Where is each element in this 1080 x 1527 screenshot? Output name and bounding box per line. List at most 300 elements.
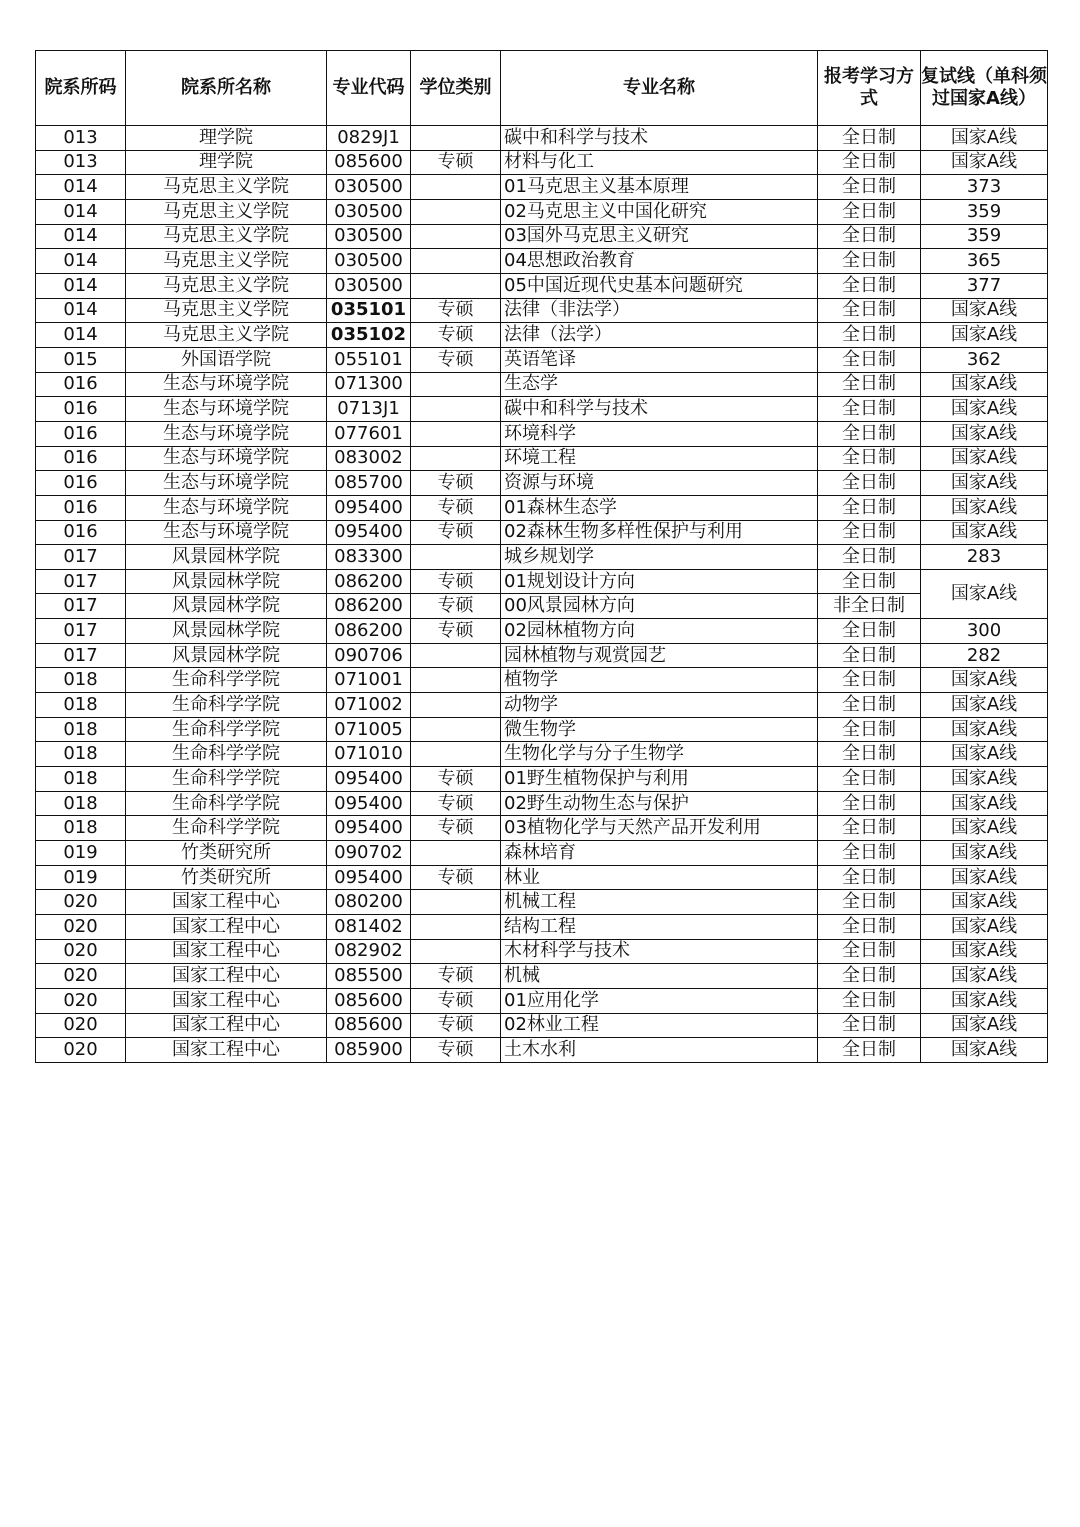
cell-dept-name: 生态与环境学院 (126, 495, 327, 520)
cell-retest-score: 362 (921, 347, 1048, 372)
cell-retest-score: 365 (921, 249, 1048, 274)
cell-degree-type: 专硕 (411, 347, 501, 372)
cell-dept-code: 016 (36, 372, 126, 397)
cell-major-code: 082902 (327, 939, 411, 964)
cell-dept-name: 生态与环境学院 (126, 397, 327, 422)
cell-retest-score: 国家A线 (921, 865, 1048, 890)
cell-degree-type (411, 915, 501, 940)
cell-major-name: 01应用化学 (501, 988, 818, 1013)
cell-retest-score: 国家A线 (921, 471, 1048, 496)
cell-retest-score: 国家A线 (921, 446, 1048, 471)
cell-study-mode: 全日制 (818, 767, 921, 792)
cell-retest-score: 国家A线 (921, 717, 1048, 742)
table-row (36, 520, 1048, 545)
cell-study-mode: 全日制 (818, 347, 921, 372)
cell-study-mode: 全日制 (818, 816, 921, 841)
table-row (36, 569, 1048, 594)
cell-major-name: 法律（非法学） (501, 298, 818, 323)
cell-study-mode: 全日制 (818, 890, 921, 915)
cell-major-name: 05中国近现代史基本问题研究 (501, 273, 818, 298)
cell-dept-code: 020 (36, 915, 126, 940)
cell-major-code: 030500 (327, 224, 411, 249)
cell-degree-type (411, 717, 501, 742)
cell-major-name: 02森林生物多样性保护与利用 (501, 520, 818, 545)
cell-degree-type: 专硕 (411, 988, 501, 1013)
cell-study-mode: 全日制 (818, 446, 921, 471)
cell-dept-name: 理学院 (126, 150, 327, 175)
cell-degree-type: 专硕 (411, 520, 501, 545)
cell-dept-name: 生命科学学院 (126, 791, 327, 816)
cell-major-name: 环境工程 (501, 446, 818, 471)
cell-major-name: 01规划设计方向 (501, 569, 818, 594)
cell-major-code: 086200 (327, 619, 411, 644)
cell-major-code: 071005 (327, 717, 411, 742)
cell-study-mode: 全日制 (818, 569, 921, 594)
cell-major-name: 02马克思主义中国化研究 (501, 199, 818, 224)
header-study-mode: 报考学习方式 (818, 51, 921, 126)
header-degree-type: 学位类别 (411, 51, 501, 126)
cell-major-name: 01森林生态学 (501, 495, 818, 520)
cell-retest-score: 国家A线 (921, 495, 1048, 520)
cell-dept-name: 国家工程中心 (126, 1013, 327, 1038)
cell-major-name: 碳中和科学与技术 (501, 397, 818, 422)
cell-major-code: 083002 (327, 446, 411, 471)
cell-major-name: 微生物学 (501, 717, 818, 742)
cell-retest-score: 国家A线 (921, 372, 1048, 397)
cell-dept-code: 014 (36, 175, 126, 200)
cell-degree-type (411, 126, 501, 151)
cell-dept-code: 014 (36, 249, 126, 274)
cell-study-mode: 全日制 (818, 915, 921, 940)
cell-study-mode: 全日制 (818, 372, 921, 397)
header-retest-score: 复试线（单科须过国家A线） (921, 51, 1048, 126)
cell-dept-name: 风景园林学院 (126, 643, 327, 668)
cell-major-name: 02园林植物方向 (501, 619, 818, 644)
cell-degree-type: 专硕 (411, 298, 501, 323)
cell-dept-name: 马克思主义学院 (126, 249, 327, 274)
table-row (36, 150, 1048, 175)
table-row (36, 1013, 1048, 1038)
cell-retest-score: 国家A线 (921, 816, 1048, 841)
cell-retest-score: 国家A线 (921, 1038, 1048, 1063)
cell-major-code: 085600 (327, 1013, 411, 1038)
header-row (36, 51, 1048, 126)
table-row (36, 471, 1048, 496)
cell-dept-name: 风景园林学院 (126, 545, 327, 570)
table-row (36, 915, 1048, 940)
header-major-name: 专业名称 (501, 51, 818, 126)
table-row (36, 767, 1048, 792)
table-row (36, 816, 1048, 841)
cell-dept-code: 018 (36, 668, 126, 693)
cell-dept-name: 风景园林学院 (126, 569, 327, 594)
cell-study-mode: 全日制 (818, 668, 921, 693)
cell-major-name: 林业 (501, 865, 818, 890)
cell-major-code: 085500 (327, 964, 411, 989)
cell-dept-name: 生命科学学院 (126, 742, 327, 767)
cell-study-mode: 全日制 (818, 841, 921, 866)
cell-major-name: 02林业工程 (501, 1013, 818, 1038)
cell-major-name: 03植物化学与天然产品开发利用 (501, 816, 818, 841)
cell-major-name: 土木水利 (501, 1038, 818, 1063)
cell-study-mode: 全日制 (818, 1013, 921, 1038)
cell-major-code: 071010 (327, 742, 411, 767)
cell-degree-type: 专硕 (411, 569, 501, 594)
table-row (36, 199, 1048, 224)
cell-major-name: 03国外马克思主义研究 (501, 224, 818, 249)
table-row (36, 693, 1048, 718)
cell-study-mode: 全日制 (818, 397, 921, 422)
cell-retest-score: 377 (921, 273, 1048, 298)
cell-dept-name: 国家工程中心 (126, 988, 327, 1013)
cell-major-name: 生态学 (501, 372, 818, 397)
cell-retest-score: 国家A线 (921, 915, 1048, 940)
cell-degree-type (411, 545, 501, 570)
cell-retest-score: 国家A线 (921, 964, 1048, 989)
cell-major-code: 035102 (327, 323, 411, 348)
cell-dept-code: 014 (36, 199, 126, 224)
cell-retest-score: 国家A线 (921, 323, 1048, 348)
cell-dept-name: 国家工程中心 (126, 939, 327, 964)
table-row (36, 372, 1048, 397)
cell-major-code: 095400 (327, 816, 411, 841)
cell-major-name: 森林培育 (501, 841, 818, 866)
table-row (36, 668, 1048, 693)
table-row (36, 273, 1048, 298)
cell-dept-code: 018 (36, 767, 126, 792)
cell-major-code: 085600 (327, 988, 411, 1013)
cell-degree-type (411, 224, 501, 249)
cell-degree-type: 专硕 (411, 323, 501, 348)
cell-dept-code: 013 (36, 126, 126, 151)
cell-major-code: 085600 (327, 150, 411, 175)
cell-retest-score: 国家A线 (921, 791, 1048, 816)
cell-study-mode: 全日制 (818, 323, 921, 348)
cell-degree-type (411, 668, 501, 693)
cell-dept-name: 竹类研究所 (126, 865, 327, 890)
cell-dept-name: 生态与环境学院 (126, 471, 327, 496)
cell-retest-score: 300 (921, 619, 1048, 644)
cell-retest-score: 国家A线 (921, 939, 1048, 964)
table-row (36, 717, 1048, 742)
cell-major-code: 071001 (327, 668, 411, 693)
table-row (36, 988, 1048, 1013)
cell-dept-code: 017 (36, 643, 126, 668)
cell-dept-name: 生态与环境学院 (126, 446, 327, 471)
cell-dept-code: 020 (36, 1038, 126, 1063)
cell-study-mode: 全日制 (818, 224, 921, 249)
cell-major-code: 095400 (327, 865, 411, 890)
cell-retest-score: 国家A线 (921, 520, 1048, 545)
cell-dept-code: 017 (36, 594, 126, 619)
cell-dept-code: 019 (36, 841, 126, 866)
cell-major-name: 机械 (501, 964, 818, 989)
cell-major-code: 085900 (327, 1038, 411, 1063)
cell-retest-score: 国家A线 (921, 569, 1048, 618)
cell-degree-type: 专硕 (411, 594, 501, 619)
cell-major-code: 071300 (327, 372, 411, 397)
cell-degree-type: 专硕 (411, 150, 501, 175)
cell-dept-code: 017 (36, 619, 126, 644)
table-row (36, 939, 1048, 964)
cell-study-mode: 全日制 (818, 273, 921, 298)
cell-dept-code: 020 (36, 988, 126, 1013)
cell-dept-code: 018 (36, 816, 126, 841)
cell-degree-type (411, 890, 501, 915)
table-row (36, 126, 1048, 151)
cell-retest-score: 国家A线 (921, 150, 1048, 175)
cell-dept-name: 马克思主义学院 (126, 273, 327, 298)
cell-dept-name: 生命科学学院 (126, 767, 327, 792)
cell-degree-type: 专硕 (411, 471, 501, 496)
table-row (36, 298, 1048, 323)
cell-study-mode: 非全日制 (818, 594, 921, 619)
table-row (36, 619, 1048, 644)
cell-degree-type (411, 397, 501, 422)
cell-major-name: 01野生植物保护与利用 (501, 767, 818, 792)
header-major-code: 专业代码 (327, 51, 411, 126)
cell-retest-score: 国家A线 (921, 693, 1048, 718)
cell-dept-code: 013 (36, 150, 126, 175)
table-row (36, 545, 1048, 570)
cell-major-code: 086200 (327, 569, 411, 594)
cell-study-mode: 全日制 (818, 939, 921, 964)
cell-study-mode: 全日制 (818, 619, 921, 644)
cell-dept-name: 生态与环境学院 (126, 421, 327, 446)
table-row (36, 249, 1048, 274)
cell-retest-score: 359 (921, 224, 1048, 249)
cell-major-code: 086200 (327, 594, 411, 619)
cell-major-code: 085700 (327, 471, 411, 496)
cell-major-name: 碳中和科学与技术 (501, 126, 818, 151)
cell-degree-type: 专硕 (411, 1013, 501, 1038)
cell-retest-score: 国家A线 (921, 126, 1048, 151)
cell-dept-name: 生命科学学院 (126, 717, 327, 742)
table-row (36, 446, 1048, 471)
cell-dept-name: 生态与环境学院 (126, 372, 327, 397)
cell-degree-type: 专硕 (411, 865, 501, 890)
table-row (36, 1038, 1048, 1063)
cell-major-name: 02野生动物生态与保护 (501, 791, 818, 816)
cell-degree-type (411, 643, 501, 668)
cell-study-mode: 全日制 (818, 421, 921, 446)
cell-study-mode: 全日制 (818, 791, 921, 816)
cell-study-mode: 全日制 (818, 1038, 921, 1063)
cell-major-name: 机械工程 (501, 890, 818, 915)
cell-dept-code: 016 (36, 446, 126, 471)
cell-degree-type: 专硕 (411, 1038, 501, 1063)
cell-study-mode: 全日制 (818, 643, 921, 668)
header-dept-name: 院系所名称 (126, 51, 327, 126)
cell-dept-code: 016 (36, 397, 126, 422)
cell-major-name: 00风景园林方向 (501, 594, 818, 619)
table-row (36, 841, 1048, 866)
score-table (35, 50, 1048, 1063)
cell-retest-score: 国家A线 (921, 890, 1048, 915)
cell-study-mode: 全日制 (818, 988, 921, 1013)
table-row (36, 742, 1048, 767)
table-row (36, 347, 1048, 372)
cell-degree-type (411, 249, 501, 274)
cell-dept-code: 020 (36, 890, 126, 915)
cell-major-code: 090702 (327, 841, 411, 866)
cell-study-mode: 全日制 (818, 175, 921, 200)
cell-dept-code: 018 (36, 717, 126, 742)
table-row (36, 890, 1048, 915)
cell-major-name: 动物学 (501, 693, 818, 718)
cell-major-code: 083300 (327, 545, 411, 570)
cell-dept-name: 生命科学学院 (126, 668, 327, 693)
cell-major-code: 090706 (327, 643, 411, 668)
cell-dept-name: 理学院 (126, 126, 327, 151)
cell-study-mode: 全日制 (818, 964, 921, 989)
cell-dept-name: 马克思主义学院 (126, 323, 327, 348)
cell-degree-type (411, 372, 501, 397)
cell-retest-score: 国家A线 (921, 742, 1048, 767)
cell-major-code: 095400 (327, 520, 411, 545)
cell-dept-code: 017 (36, 569, 126, 594)
cell-degree-type (411, 841, 501, 866)
cell-study-mode: 全日制 (818, 717, 921, 742)
cell-retest-score: 国家A线 (921, 298, 1048, 323)
cell-major-code: 030500 (327, 175, 411, 200)
cell-study-mode: 全日制 (818, 249, 921, 274)
table-row (36, 964, 1048, 989)
cell-major-code: 071002 (327, 693, 411, 718)
cell-degree-type (411, 693, 501, 718)
cell-major-code: 0829J1 (327, 126, 411, 151)
cell-degree-type (411, 199, 501, 224)
cell-dept-code: 014 (36, 273, 126, 298)
cell-dept-name: 马克思主义学院 (126, 224, 327, 249)
cell-dept-code: 016 (36, 495, 126, 520)
cell-dept-name: 生命科学学院 (126, 693, 327, 718)
cell-major-name: 木材科学与技术 (501, 939, 818, 964)
cell-study-mode: 全日制 (818, 865, 921, 890)
cell-dept-code: 016 (36, 471, 126, 496)
table-row (36, 175, 1048, 200)
cell-dept-code: 018 (36, 742, 126, 767)
cell-study-mode: 全日制 (818, 199, 921, 224)
header-dept-code: 院系所码 (36, 51, 126, 126)
cell-dept-code: 014 (36, 323, 126, 348)
cell-retest-score: 国家A线 (921, 988, 1048, 1013)
cell-dept-code: 018 (36, 693, 126, 718)
cell-major-name: 生物化学与分子生物学 (501, 742, 818, 767)
cell-dept-code: 018 (36, 791, 126, 816)
cell-degree-type (411, 175, 501, 200)
cell-major-code: 095400 (327, 767, 411, 792)
cell-retest-score: 359 (921, 199, 1048, 224)
cell-dept-code: 014 (36, 298, 126, 323)
cell-major-code: 030500 (327, 249, 411, 274)
cell-dept-code: 016 (36, 520, 126, 545)
table-row (36, 397, 1048, 422)
cell-degree-type (411, 446, 501, 471)
cell-study-mode: 全日制 (818, 471, 921, 496)
cell-dept-name: 外国语学院 (126, 347, 327, 372)
cell-study-mode: 全日制 (818, 150, 921, 175)
table-row (36, 323, 1048, 348)
cell-major-code: 095400 (327, 495, 411, 520)
cell-degree-type (411, 742, 501, 767)
cell-degree-type (411, 421, 501, 446)
cell-retest-score: 283 (921, 545, 1048, 570)
cell-major-name: 环境科学 (501, 421, 818, 446)
cell-degree-type: 专硕 (411, 767, 501, 792)
cell-degree-type: 专硕 (411, 495, 501, 520)
cell-dept-code: 020 (36, 939, 126, 964)
table-row (36, 224, 1048, 249)
cell-degree-type (411, 273, 501, 298)
cell-dept-name: 生态与环境学院 (126, 520, 327, 545)
cell-major-name: 英语笔译 (501, 347, 818, 372)
cell-retest-score: 国家A线 (921, 421, 1048, 446)
cell-study-mode: 全日制 (818, 298, 921, 323)
cell-major-name: 城乡规划学 (501, 545, 818, 570)
cell-dept-code: 015 (36, 347, 126, 372)
cell-major-name: 法律（法学） (501, 323, 818, 348)
cell-major-name: 结构工程 (501, 915, 818, 940)
cell-dept-name: 马克思主义学院 (126, 175, 327, 200)
cell-major-name: 04思想政治教育 (501, 249, 818, 274)
cell-dept-name: 国家工程中心 (126, 964, 327, 989)
cell-study-mode: 全日制 (818, 495, 921, 520)
cell-major-name: 材料与化工 (501, 150, 818, 175)
cell-retest-score: 国家A线 (921, 397, 1048, 422)
cell-major-code: 081402 (327, 915, 411, 940)
table-row (36, 495, 1048, 520)
cell-dept-code: 020 (36, 964, 126, 989)
cell-dept-code: 016 (36, 421, 126, 446)
cell-major-code: 035101 (327, 298, 411, 323)
cell-major-code: 030500 (327, 273, 411, 298)
cell-retest-score: 国家A线 (921, 767, 1048, 792)
cell-degree-type: 专硕 (411, 816, 501, 841)
table-body (36, 126, 1048, 1063)
cell-major-code: 095400 (327, 791, 411, 816)
cell-major-code: 077601 (327, 421, 411, 446)
cell-major-code: 030500 (327, 199, 411, 224)
cell-dept-name: 马克思主义学院 (126, 298, 327, 323)
cell-major-code: 080200 (327, 890, 411, 915)
cell-study-mode: 全日制 (818, 545, 921, 570)
cell-dept-code: 019 (36, 865, 126, 890)
cell-dept-name: 风景园林学院 (126, 619, 327, 644)
cell-major-code: 055101 (327, 347, 411, 372)
cell-dept-name: 国家工程中心 (126, 915, 327, 940)
cell-major-name: 植物学 (501, 668, 818, 693)
table-row (36, 865, 1048, 890)
cell-major-code: 0713J1 (327, 397, 411, 422)
cell-retest-score: 282 (921, 643, 1048, 668)
cell-dept-code: 017 (36, 545, 126, 570)
cell-dept-name: 风景园林学院 (126, 594, 327, 619)
cell-study-mode: 全日制 (818, 742, 921, 767)
cell-retest-score: 373 (921, 175, 1048, 200)
cell-major-name: 01马克思主义基本原理 (501, 175, 818, 200)
cell-retest-score: 国家A线 (921, 1013, 1048, 1038)
cell-dept-code: 020 (36, 1013, 126, 1038)
cell-dept-name: 马克思主义学院 (126, 199, 327, 224)
table-row (36, 421, 1048, 446)
cell-degree-type: 专硕 (411, 791, 501, 816)
table-row (36, 643, 1048, 668)
cell-dept-code: 014 (36, 224, 126, 249)
cell-degree-type: 专硕 (411, 964, 501, 989)
cell-study-mode: 全日制 (818, 520, 921, 545)
cell-study-mode: 全日制 (818, 693, 921, 718)
